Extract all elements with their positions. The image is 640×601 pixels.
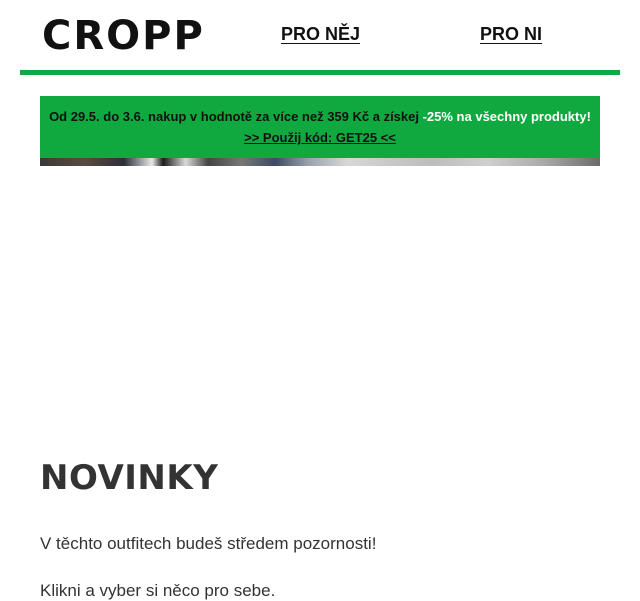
promo-text — [40, 96, 600, 127]
email-header — [0, 0, 640, 72]
intro-paragraph: V těchto outfitech budeš středem pozornosti! — [40, 534, 377, 553]
section-title: NOVINKY — [40, 458, 219, 498]
hero-image-area[interactable] — [40, 166, 600, 436]
nav-link-for-her[interactable]: PRO NI — [480, 24, 543, 44]
nav-link-for-him[interactable]: PRO NĚJ — [281, 24, 361, 44]
promo-banner[interactable] — [40, 96, 600, 158]
cropp-logo[interactable]: CROPP — [42, 13, 205, 59]
promo-highlight: -25% na všechny produkty! — [422, 109, 591, 124]
cta-paragraph: Klikni a vyber si něco pro sebe. — [40, 581, 276, 600]
promo-text-main: Od 29.5. do 3.6. nakup v hodnotě za více než 359 Kč a získej — [49, 109, 423, 124]
promo-code-link[interactable]: >> Použij kód: GET25 << — [244, 130, 396, 145]
hero-photo-strip[interactable] — [40, 158, 600, 166]
header-divider — [20, 70, 620, 75]
